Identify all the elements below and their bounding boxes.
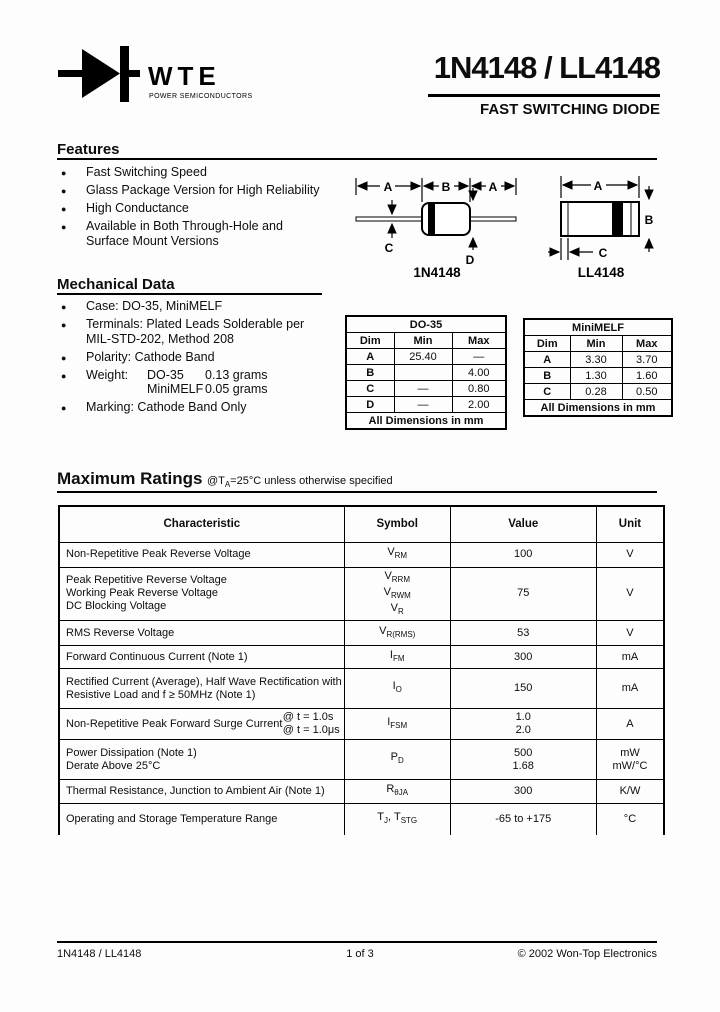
bullet-icon: ●: [61, 222, 67, 232]
list-item: [57, 219, 329, 248]
bullet-icon: ●: [61, 168, 67, 178]
symbol-cell: $V_{RM}$: [344, 542, 450, 567]
page-title: 1N4148 / LL4148: [433, 50, 660, 85]
dim-label-a2: A: [488, 180, 498, 194]
table-row: Forward Continuous Current (Note 1) $I_{FM}$ 300 mA: [59, 646, 664, 669]
surge-conditions: @ t = 1.0s @ t = 1.0μs: [282, 711, 340, 737]
col-header: Min: [570, 336, 622, 352]
dim-label-a: A: [593, 179, 603, 193]
mechanical-rule: [57, 293, 322, 295]
mechanical-heading: Mechanical Data: [57, 276, 175, 293]
list-item: [57, 165, 329, 180]
mech-terminals: Terminals: Plated Leads Solderable per: [86, 317, 305, 331]
col-header: Value: [450, 506, 596, 542]
ratings-rule: [57, 491, 657, 493]
col-header: Max: [622, 336, 672, 352]
mech-weight-pkg1: DO-35: [147, 367, 184, 382]
list-item: [57, 299, 342, 314]
bullet-icon: ●: [61, 370, 67, 381]
table-row: Thermal Resistance, Junction to Ambient Air (Note 1) $R_{\theta JA}$ 300 K/W: [59, 780, 664, 804]
table-row: Non-Repetitive Peak Forward Surge Current @ t = 1.0s @ t = 1.0μs $I_{FSM}$ 1.0 2.0 A: [59, 709, 664, 740]
mech-terminals-cont: MIL-STD-202, Method 208: [86, 331, 234, 346]
mech-polarity: Polarity: Cathode Band: [86, 349, 215, 364]
table-row: C — 0.80: [346, 381, 506, 397]
col-header: Characteristic: [59, 506, 344, 542]
footer-rule: [57, 941, 657, 943]
symbol-cell: $P_D$: [344, 740, 450, 780]
diode-logo-icon: [58, 46, 140, 102]
table-header-row: [59, 506, 664, 542]
axial-package-diagram: [348, 172, 526, 282]
symbol-cell: $V_{R(RMS)}$: [344, 621, 450, 646]
bullet-icon: ●: [61, 302, 67, 312]
melf-body: [561, 202, 639, 236]
dim-label-b: B: [441, 180, 451, 194]
bullet-icon: ●: [61, 352, 67, 363]
bullet-icon: ●: [61, 186, 67, 196]
feature-text: Available in Both Through-Hole and Surface Mount Versions: [86, 219, 283, 248]
cathode-band: [428, 204, 435, 234]
col-header: Unit: [596, 506, 664, 542]
brand-tagline: POWER SEMICONDUCTORS: [149, 93, 253, 100]
feature-text: Fast Switching Speed: [86, 165, 207, 179]
col-header: Max: [452, 333, 506, 349]
bullet-icon: ●: [61, 403, 67, 413]
melf-package-label: LL4148: [577, 265, 625, 280]
feature-text: High Conductance: [86, 201, 189, 215]
col-header: Dim: [346, 333, 394, 349]
footer-page-number: 1 of 3: [346, 948, 374, 960]
list-item: [57, 350, 342, 365]
list-item: [57, 183, 329, 198]
page-subtitle: FAST SWITCHING DIODE: [480, 101, 660, 118]
title-underline: [428, 94, 660, 97]
axial-package-label: 1N4148: [413, 265, 461, 280]
symbol-cell: $V_{RRM}$ $V_{RWM}$ $V_R$: [344, 567, 450, 621]
dim-label-d: D: [465, 253, 475, 267]
mech-weight-pkg2: MiniMELF: [147, 382, 204, 396]
table-row: A 3.30 3.70: [524, 352, 672, 368]
ratings-heading: Maximum Ratings: [57, 469, 203, 488]
table-row: Peak Repetitive Reverse Voltage Working Peak Reverse Voltage DC Blocking Voltage $V_{RRM}$ $V_{RWM}$ $V_R$ 75 V: [59, 567, 664, 621]
cathode-band: [612, 203, 623, 235]
list-item: [57, 368, 342, 397]
table-row: Rectified Current (Average), Half Wave Rectification with Resistive Load and f ≥ 50MHz (Note 1) $I_O$ 150 mA: [59, 669, 664, 709]
col-header: Dim: [524, 336, 570, 352]
footer-copyright: © 2002 Won-Top Electronics: [517, 948, 657, 960]
table-title: MiniMELF: [524, 319, 672, 336]
ratings-condition: $@T_A=25^\circ C$ unless otherwise specified: [206, 475, 393, 490]
mechanical-list: [57, 299, 342, 418]
feature-text: Glass Package Version for High Reliability: [86, 183, 320, 197]
table-title: DO-35: [346, 316, 506, 333]
ratings-heading-row: [57, 469, 393, 489]
list-item: [57, 400, 342, 415]
dim-label-b: B: [644, 213, 654, 227]
table-row: C 0.28 0.50: [524, 384, 672, 400]
table-row: Power Dissipation (Note 1) Derate Above 25°C $P_D$ 500 1.68 mW mW/°C: [59, 740, 664, 780]
features-heading: Features: [57, 141, 120, 158]
ratings-table: [58, 505, 665, 835]
wte-logo: [58, 46, 258, 104]
footer-part-number: 1N4148 / LL4148: [57, 948, 142, 960]
mech-weight-label: Weight:: [86, 367, 129, 382]
mech-marking: Marking: Cathode Band Only: [86, 400, 247, 414]
dim-label-c: C: [384, 241, 394, 255]
symbol-cell: $R_{\theta JA}$: [344, 780, 450, 804]
symbol-cell: $I_O$: [344, 669, 450, 709]
table-row: A 25.40 —: [346, 349, 506, 365]
table-row: RMS Reverse Voltage $V_{R(RMS)}$ 53 V: [59, 621, 664, 646]
table-row: Non-Repetitive Peak Reverse Voltage $V_{RM}$ 100 V: [59, 542, 664, 567]
minimelf-dimensions-table: [523, 318, 673, 417]
symbol-cell: $I_{FSM}$: [344, 709, 450, 740]
do35-dimensions-table: [345, 315, 507, 430]
melf-package-diagram: [545, 172, 690, 282]
symbol-cell: $I_{FM}$: [344, 646, 450, 669]
bullet-icon: ●: [61, 320, 67, 330]
table-footer: All Dimensions in mm: [524, 400, 672, 417]
col-header: Symbol: [344, 506, 450, 542]
mech-weight-val2: 0.05 grams: [205, 382, 268, 396]
table-footer: All Dimensions in mm: [346, 413, 506, 430]
mech-weight-val1: 0.13 grams: [205, 367, 268, 382]
table-row: D — 2.00: [346, 397, 506, 413]
dim-label-a1: A: [383, 180, 393, 194]
brand-name: WTE: [148, 61, 221, 91]
list-item: [57, 201, 329, 216]
table-row: B 1.30 1.60: [524, 368, 672, 384]
table-row: Operating and Storage Temperature Range $T_J$, $T_{STG}$ -65 to +175 °C: [59, 804, 664, 835]
bullet-icon: ●: [61, 204, 67, 214]
list-item: [57, 317, 342, 346]
table-row: B 4.00: [346, 365, 506, 381]
symbol-cell: $T_J$, $T_{STG}$: [344, 804, 450, 835]
dim-label-c: C: [598, 246, 608, 260]
col-header: Min: [394, 333, 452, 349]
features-rule: [57, 158, 657, 160]
features-list: [57, 165, 329, 252]
mech-case: Case: DO-35, MiniMELF: [86, 299, 223, 313]
